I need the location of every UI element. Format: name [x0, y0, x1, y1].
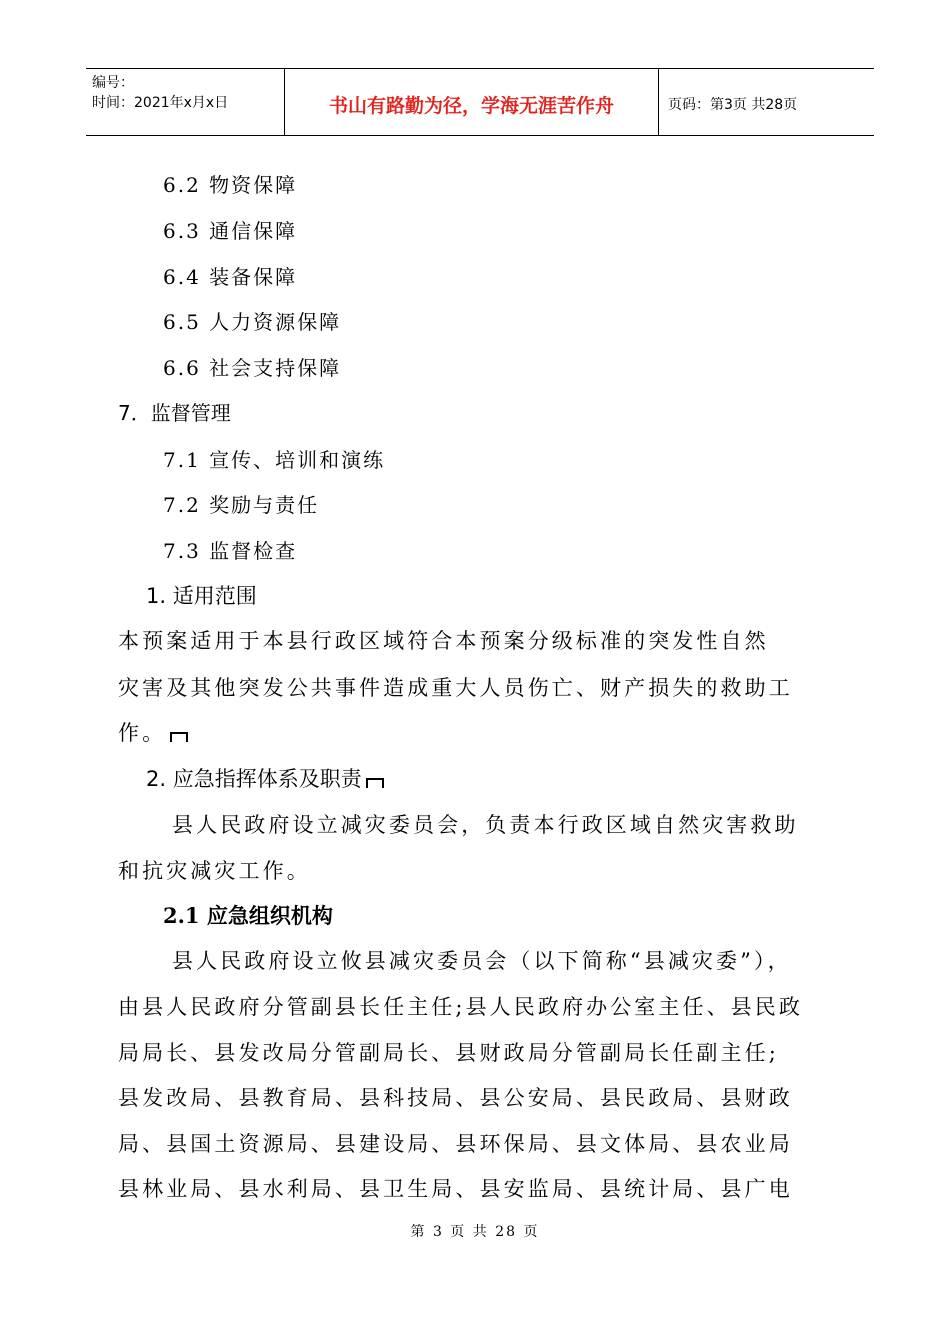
- page-header: [86, 68, 874, 136]
- header-motto: 书山有路勤为径，学海无涯苦作舟: [328, 95, 614, 117]
- toc-chapter: 7．监督管理: [118, 401, 231, 425]
- document-time-label: 时间：2021年x月x日: [92, 95, 229, 111]
- page-footer: 第 3 页 共 28 页: [410, 1224, 540, 1240]
- paragraph-line: 灾害及其他突发公共事件造成重大人员伤亡、财产损失的救助工: [118, 676, 793, 700]
- header-meta-cell: [86, 69, 285, 135]
- paragraph-line: [118, 717, 188, 747]
- paragraph-line: 和抗灾减灾工作。: [118, 859, 311, 883]
- section-2-heading: [146, 763, 384, 793]
- toc-item: 6.3 通信保障: [163, 219, 298, 243]
- document-number-label: 编号：: [92, 75, 134, 91]
- paragraph-line: 县人民政府设立减灾委员会，负责本行政区域自然灾害救助: [172, 813, 799, 837]
- paragraph-line-text: 作。: [118, 721, 167, 745]
- section-2-1-heading: 2.1 应急组织机构: [163, 903, 333, 928]
- header-motto-cell: [285, 69, 659, 135]
- paragraph-line: 局局长、县发改局分管副局长、县财政局分管副局长任副主任;: [118, 1041, 779, 1065]
- paragraph-line: 县人民政府设立攸县减灾委员会（以下简称“县减灾委”），: [172, 949, 792, 973]
- paragraph-mark-icon: [170, 732, 188, 742]
- section-1-heading: 1. 适用范围: [146, 584, 257, 608]
- paragraph-line: 由县人民政府分管副县长任主任;县人民政府办公室主任、县民政: [118, 995, 803, 1019]
- paragraph-mark-icon: [366, 778, 384, 788]
- toc-item: 7.1 宣传、培训和演练: [163, 448, 386, 472]
- toc-item: 7.2 奖励与责任: [163, 493, 320, 517]
- paragraph-line: 县发改局、县教育局、县科技局、县公安局、县民政局、县财政: [118, 1086, 793, 1110]
- toc-item: 6.4 装备保障: [163, 265, 298, 289]
- toc-item: 7.3 监督检查: [163, 539, 298, 563]
- paragraph-line: 县林业局、县水利局、县卫生局、县安监局、县统计局、县广电: [118, 1177, 793, 1201]
- paragraph-line: 本预案适用于本县行政区域符合本预案分级标准的突发性自然: [118, 629, 769, 653]
- toc-item: 6.2 物资保障: [163, 173, 298, 197]
- paragraph-line: 局、县国土资源局、县建设局、县环保局、县文体局、县农业局: [118, 1132, 793, 1156]
- section-2-title: 2. 应急指挥体系及职责: [146, 767, 362, 791]
- toc-item: 6.6 社会支持保障: [163, 356, 342, 380]
- header-page-cell: [659, 69, 874, 135]
- toc-item: 6.5 人力资源保障: [163, 310, 342, 334]
- header-page-number: 页码：第3页 共28页: [668, 97, 798, 113]
